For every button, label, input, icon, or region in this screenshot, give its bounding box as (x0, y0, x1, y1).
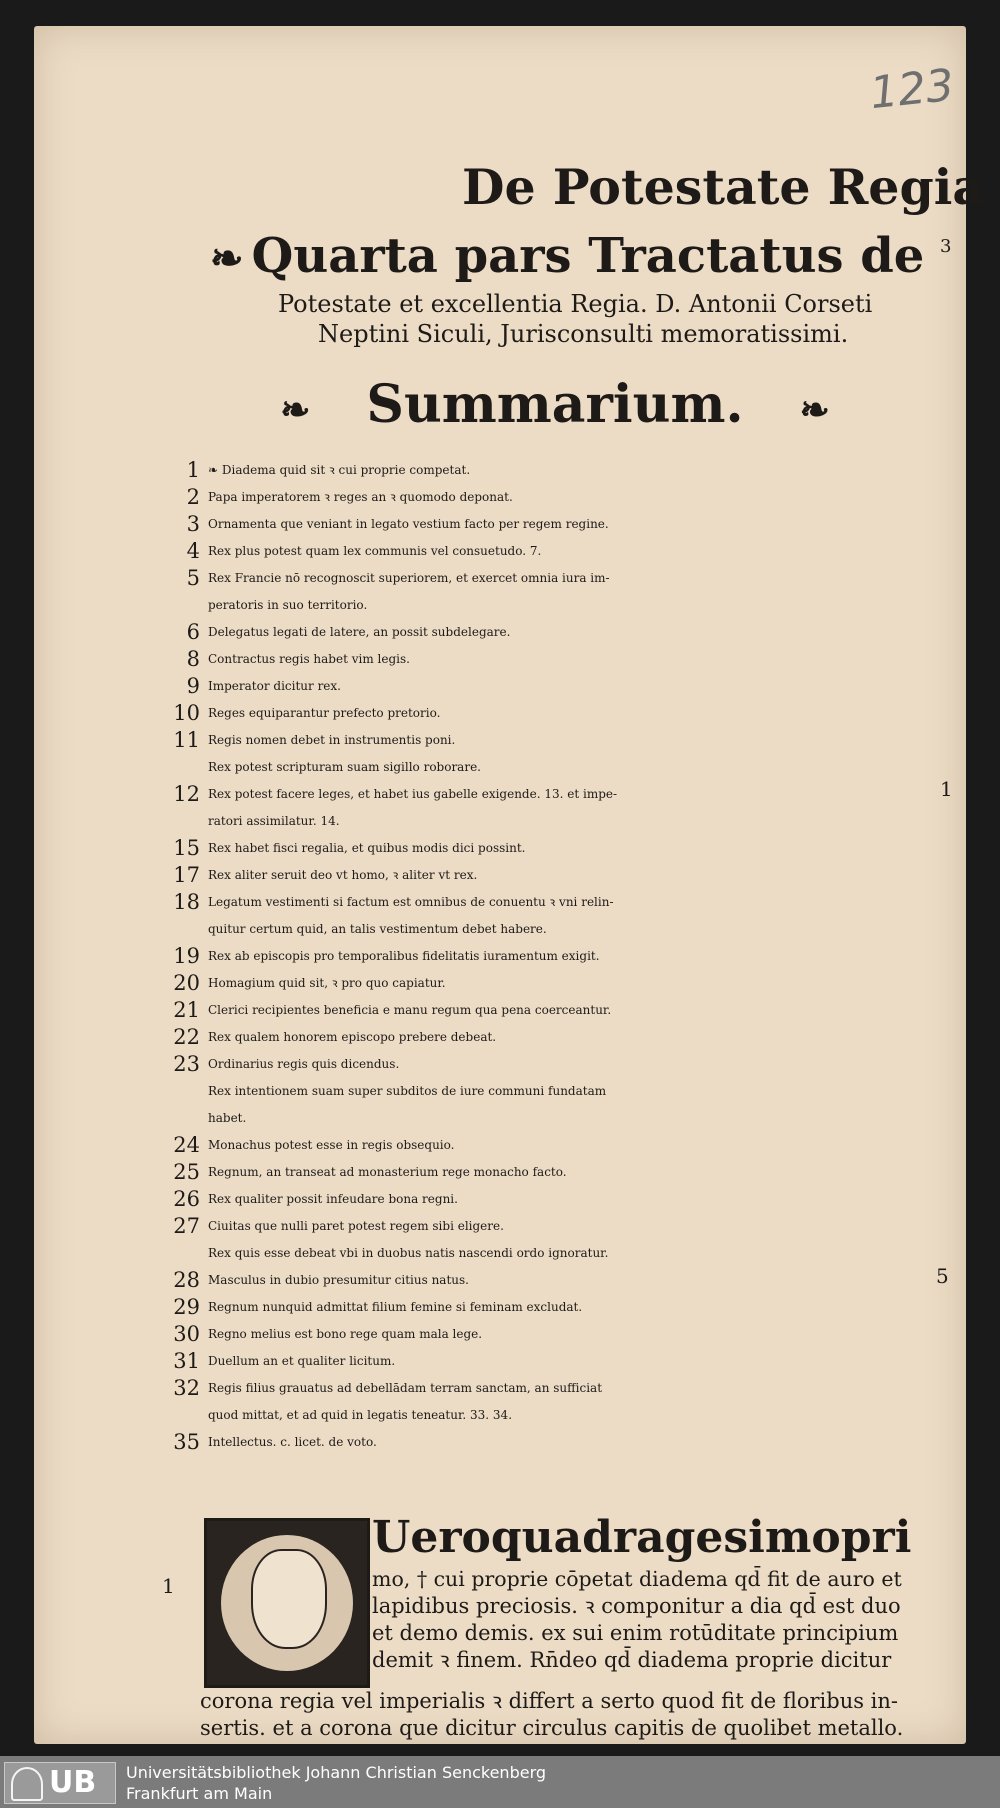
entry-text-line: ❧ Diadema quid sit ꝛ cui proprie competat. (208, 463, 471, 477)
entry-number: 24 (173, 1133, 200, 1157)
entry-text-line: Imperator dicitur rex. (208, 679, 341, 693)
entry-number: 21 (173, 998, 200, 1022)
entry-text-line: Contractus regis habet vim legis. (208, 652, 410, 666)
entry-text-line: Masculus in dubio presumitur citius natus. (208, 1273, 469, 1287)
entry-number: 2 (186, 485, 200, 509)
entry-number: 10 (173, 701, 200, 725)
entry-text-line: Delegatus legati de latere, an possit subdelegare. (208, 625, 511, 639)
margin-note-1: 1 (940, 777, 953, 801)
entry-text-line: Ciuitas que nulli paret potest regem sibi eligere. (208, 1219, 504, 1233)
entry-number: 6 (186, 620, 200, 644)
summary-entry (168, 1132, 918, 1159)
entry-text-line: ratori assimilatur. 14. (208, 814, 340, 828)
entry-text-line: habet. (208, 1111, 247, 1125)
summary-entry (168, 1348, 918, 1375)
entry-text-line: Rex qualiter possit infeudare bona regni. (208, 1192, 458, 1206)
summary-entry (168, 997, 918, 1024)
summary-entry (168, 1321, 918, 1348)
entry-text-line: Clerici recipientes beneficia e manu regum qua pena coerceantur. (208, 1003, 612, 1017)
entry-text-line: Rex qualem honorem episcopo prebere debeat. (208, 1030, 497, 1044)
entry-text-line: Regnum, an transeat ad monasterium rege monacho facto. (208, 1165, 567, 1179)
margin-note-body-1: 1 (162, 1574, 175, 1598)
entry-text-line: quitur certum quid, an talis vestimentum debet habere. (208, 922, 547, 936)
entry-number: 9 (186, 674, 200, 698)
entry-text-line: Rex potest scripturam suam sigillo roborare. (208, 760, 481, 774)
summary-entries (168, 457, 918, 1456)
entry-number: 1 (186, 458, 200, 482)
summary-entry (168, 1213, 918, 1267)
entry-text-line: Reges equiparantur prefecto pretorio. (208, 706, 441, 720)
ub-logo-text: UB (49, 1765, 97, 1800)
entry-number: 12 (173, 782, 200, 806)
subtitle-line-1: Potestate et excellentia Regia. D. Antonii Corseti (278, 290, 873, 318)
entry-text-line: Monachus potest esse in regis obsequio. (208, 1138, 455, 1152)
summary-entry (168, 862, 918, 889)
entry-number: 19 (173, 944, 200, 968)
body-text-line: lapidibus preciosis. ꝛ componitur a dia qd̄ est duo (372, 1594, 901, 1618)
body-first-line: Ueroquadragesimopri (372, 1512, 912, 1563)
title: Quarta pars Tractatus de (251, 228, 925, 284)
library-name: Universitätsbibliothek Johann Christian Senckenberg (126, 1763, 547, 1782)
entry-number: 18 (173, 890, 200, 914)
entry-number: 8 (186, 647, 200, 671)
summary-entry (168, 889, 918, 943)
entry-number: 28 (173, 1268, 200, 1292)
summarium-title: Summarium. (366, 374, 744, 435)
subtitle-line-2: Neptini Siculi, Jurisconsulti memoratissimi. (318, 320, 849, 348)
body-lines-beside-initial (372, 1566, 912, 1674)
entry-text-line: Regis nomen debet in instrumentis poni. (208, 733, 456, 747)
summary-entry (168, 781, 918, 835)
summary-entry (168, 700, 918, 727)
body-text-line: demit ꝛ finem. Rn̄deo qd̄ diadema proprie dicitur (372, 1648, 892, 1672)
summary-entry (168, 511, 918, 538)
summary-entry (168, 565, 918, 619)
body-text-line: mo, † cui proprie cōpetat diadema qd̄ fit de auro et (372, 1567, 902, 1591)
entry-number: 11 (173, 728, 200, 752)
entry-text-line: Ordinarius regis quis dicendus. (208, 1057, 400, 1071)
woodcut-initial-image (204, 1518, 370, 1688)
entry-text-line: Ornamenta que veniant in legato vestium facto per regem regine. (208, 517, 609, 531)
library-city: Frankfurt am Main (126, 1784, 273, 1803)
portrait-face-icon (251, 1549, 327, 1649)
summary-entry (168, 619, 918, 646)
summarium-heading (270, 374, 840, 435)
entry-text-line: Duellum an et qualiter licitum. (208, 1354, 396, 1368)
entry-text-line: Regno melius est bono rege quam mala lege. (208, 1327, 483, 1341)
entry-text-line: Intellectus. c. licet. de voto. (208, 1435, 377, 1449)
entry-number: 29 (173, 1295, 200, 1319)
entry-number: 32 (173, 1376, 200, 1400)
library-footer-bar (0, 1756, 1000, 1808)
margin-note-top: 3 (940, 236, 952, 257)
entry-text-line: peratoris in suo territorio. (208, 598, 368, 612)
entry-number: 15 (173, 836, 200, 860)
margin-note-5: 5 (936, 1264, 949, 1288)
summary-entry (168, 1375, 918, 1429)
senckenberg-portrait-icon (11, 1767, 43, 1801)
entry-text-line: Rex ab episcopis pro temporalibus fidelitatis iuramentum exigit. (208, 949, 600, 963)
ornament-left-icon: ❧ (280, 389, 311, 431)
summary-entry (168, 835, 918, 862)
entry-text-line: Rex Francie nō recognoscit superiorem, et exercet omnia iura im- (208, 571, 610, 585)
summary-entry (168, 484, 918, 511)
entry-text-line: Rex quis esse debeat vbi in duobus natis nascendi ordo ignoratur. (208, 1246, 609, 1260)
entry-text-line: Homagium quid sit, ꝛ pro quo capiatur. (208, 976, 446, 990)
entry-number: 17 (173, 863, 200, 887)
summary-entry (168, 1024, 918, 1051)
body-lines-full-width (200, 1688, 920, 1742)
entry-text-line: Regnum nunquid admittat filium femine si feminam excludat. (208, 1300, 583, 1314)
entry-number: 4 (186, 539, 200, 563)
summary-entry (168, 1294, 918, 1321)
summary-entry (168, 727, 918, 781)
entry-text-line: Rex plus potest quam lex communis vel consuetudo. 7. (208, 544, 542, 558)
summary-entry (168, 673, 918, 700)
running-head: De Potestate Regia (462, 158, 985, 216)
summary-entry (168, 1186, 918, 1213)
entry-text-line: Regis filius grauatus ad debellādam terram sanctam, an sufficiat (208, 1381, 603, 1395)
summary-entry (168, 538, 918, 565)
entry-number: 26 (173, 1187, 200, 1211)
entry-text-line: Rex intentionem suam super subditos de iure communi fundatam (208, 1084, 607, 1098)
entry-number: 5 (186, 566, 200, 590)
entry-number: 20 (173, 971, 200, 995)
summary-entry (168, 1159, 918, 1186)
body-text-line: sertis. et a corona que dicitur circulus capitis de quolibet metallo. (200, 1716, 904, 1740)
entry-number: 3 (186, 512, 200, 536)
entry-text-line: Rex aliter seruit deo vt homo, ꝛ aliter vt rex. (208, 868, 478, 882)
entry-number: 27 (173, 1214, 200, 1238)
ornament-right-icon: ❧ (799, 389, 830, 431)
entry-text-line: Rex potest facere leges, et habet ius gabelle exigende. 13. et impe- (208, 787, 618, 801)
summary-entry (168, 1051, 918, 1132)
summary-entry (168, 1429, 918, 1456)
entry-number: 35 (173, 1430, 200, 1454)
body-text-line: et demo demis. ex sui enim rotūditate principium (372, 1621, 899, 1645)
entry-text-line: quod mittat, et ad quid in legatis teneatur. 33. 34. (208, 1408, 513, 1422)
page-number: 123 (867, 59, 957, 120)
entry-number: 30 (173, 1322, 200, 1346)
summary-entry (168, 943, 918, 970)
summary-entry (168, 457, 918, 484)
entry-number: 22 (173, 1025, 200, 1049)
ub-logo[interactable] (4, 1762, 116, 1804)
entry-number: 25 (173, 1160, 200, 1184)
body-text-line: corona regia vel imperialis ꝛ differt a serto quod fit de floribus in- (200, 1689, 899, 1713)
entry-text-line: Rex habet fisci regalia, et quibus modis dici possint. (208, 841, 526, 855)
entry-number: 31 (173, 1349, 200, 1373)
entry-number: 23 (173, 1052, 200, 1076)
summary-entry (168, 1267, 918, 1294)
entry-text-line: Legatum vestimenti si factum est omnibus de conuentu ꝛ vni relin- (208, 895, 614, 909)
summary-entry (168, 970, 918, 997)
title-ornament: ❧ (210, 235, 244, 282)
title-line (210, 228, 924, 284)
entry-text-line: Papa imperatorem ꝛ reges an ꝛ quomodo deponat. (208, 490, 513, 504)
summary-entry (168, 646, 918, 673)
